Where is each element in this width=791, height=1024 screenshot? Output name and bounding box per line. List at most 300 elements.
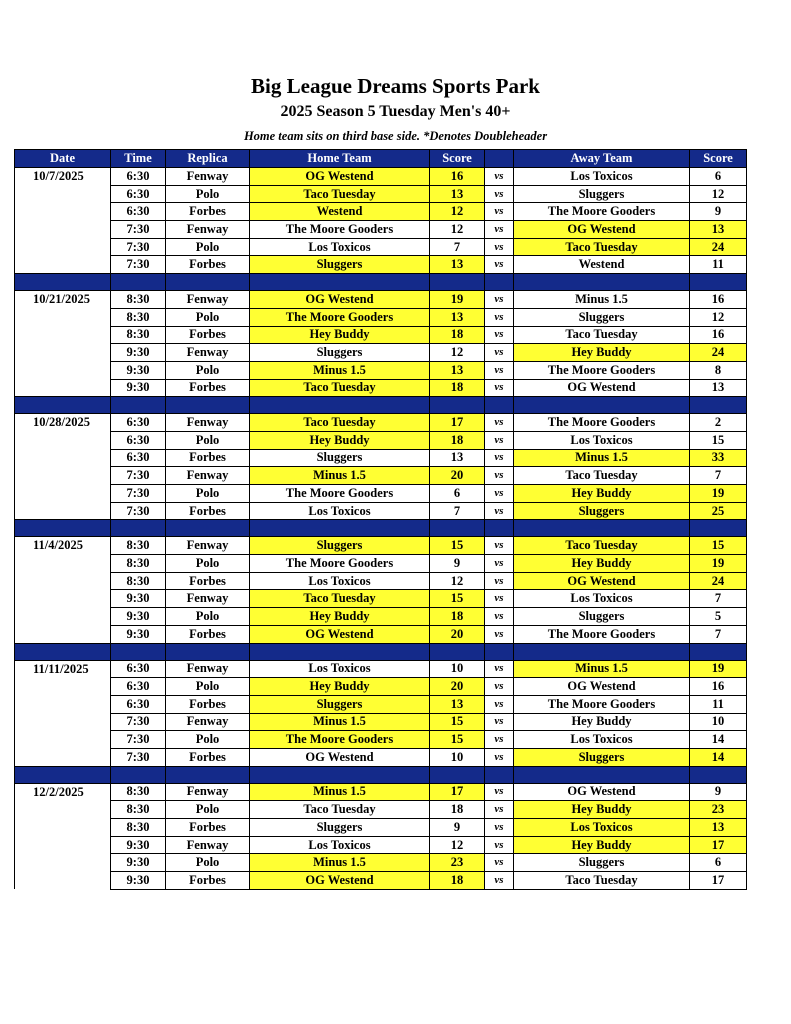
away-team: OG Westend — [514, 783, 690, 801]
game-replica-field: Fenway — [166, 836, 250, 854]
home-team: The Moore Gooders — [250, 221, 430, 239]
home-score: 17 — [430, 783, 485, 801]
game-date: 10/28/2025 — [15, 414, 111, 432]
game-replica-field: Forbes — [166, 748, 250, 766]
home-score: 15 — [430, 537, 485, 555]
game-replica-field: Fenway — [166, 713, 250, 731]
away-score: 8 — [690, 361, 747, 379]
home-team: Los Toxicos — [250, 572, 430, 590]
game-date — [15, 361, 111, 379]
home-team: The Moore Gooders — [250, 731, 430, 749]
away-score: 14 — [690, 731, 747, 749]
vs-label: vs — [485, 590, 514, 608]
home-score: 13 — [430, 256, 485, 274]
game-date — [15, 185, 111, 203]
col-header-replica: Replica — [166, 150, 250, 168]
game-time: 6:30 — [111, 431, 166, 449]
away-score: 6 — [690, 168, 747, 186]
away-team: The Moore Gooders — [514, 414, 690, 432]
vs-label: vs — [485, 555, 514, 573]
game-replica-field: Fenway — [166, 344, 250, 362]
vs-label: vs — [485, 379, 514, 397]
game-row — [15, 695, 747, 713]
away-team: Hey Buddy — [514, 344, 690, 362]
home-score: 15 — [430, 590, 485, 608]
schedule-note: Home team sits on third base side. *Denotes Doubleheader — [243, 129, 548, 143]
separator-cell — [15, 397, 111, 414]
home-score: 15 — [430, 731, 485, 749]
game-row — [15, 713, 747, 731]
game-row — [15, 379, 747, 397]
separator-cell — [690, 643, 747, 660]
game-row — [15, 678, 747, 696]
away-score: 5 — [690, 608, 747, 626]
away-score: 16 — [690, 291, 747, 309]
game-replica-field: Polo — [166, 185, 250, 203]
separator-cell — [166, 274, 250, 291]
game-replica-field: Polo — [166, 801, 250, 819]
away-team: Hey Buddy — [514, 555, 690, 573]
game-time: 9:30 — [111, 361, 166, 379]
game-row — [15, 344, 747, 362]
away-score: 15 — [690, 431, 747, 449]
away-score: 11 — [690, 256, 747, 274]
separator-cell — [250, 274, 430, 291]
game-row — [15, 731, 747, 749]
away-team: The Moore Gooders — [514, 625, 690, 643]
home-score: 6 — [430, 485, 485, 503]
away-team: Sluggers — [514, 308, 690, 326]
home-team: Westend — [250, 203, 430, 221]
home-score: 9 — [430, 819, 485, 837]
separator-cell — [690, 520, 747, 537]
home-score: 12 — [430, 203, 485, 221]
col-header-away-score: Score — [690, 150, 747, 168]
home-score: 9 — [430, 555, 485, 573]
home-team: Minus 1.5 — [250, 361, 430, 379]
vs-label: vs — [485, 854, 514, 872]
game-time: 9:30 — [111, 836, 166, 854]
vs-label: vs — [485, 872, 514, 890]
home-score: 13 — [430, 185, 485, 203]
vs-label: vs — [485, 203, 514, 221]
game-date — [15, 819, 111, 837]
vs-label: vs — [485, 660, 514, 678]
game-time: 8:30 — [111, 537, 166, 555]
vs-label: vs — [485, 502, 514, 520]
game-date — [15, 590, 111, 608]
game-replica-field: Forbes — [166, 449, 250, 467]
game-replica-field: Fenway — [166, 467, 250, 485]
away-team: Los Toxicos — [514, 731, 690, 749]
away-team: Los Toxicos — [514, 168, 690, 186]
col-header-home-team: Home Team — [250, 150, 430, 168]
vs-label: vs — [485, 801, 514, 819]
home-score: 13 — [430, 695, 485, 713]
home-score: 10 — [430, 748, 485, 766]
home-team: Taco Tuesday — [250, 414, 430, 432]
table-header-row — [15, 150, 747, 168]
separator-cell — [690, 397, 747, 414]
game-date — [15, 238, 111, 256]
game-time: 9:30 — [111, 379, 166, 397]
vs-label: vs — [485, 449, 514, 467]
game-date — [15, 572, 111, 590]
game-row — [15, 590, 747, 608]
game-date — [15, 748, 111, 766]
away-score: 12 — [690, 308, 747, 326]
game-date: 10/21/2025 — [15, 291, 111, 309]
vs-label: vs — [485, 695, 514, 713]
game-row — [15, 748, 747, 766]
game-row — [15, 819, 747, 837]
game-replica-field: Polo — [166, 854, 250, 872]
col-header-vs — [485, 150, 514, 168]
away-team: OG Westend — [514, 572, 690, 590]
home-score: 7 — [430, 238, 485, 256]
home-team: Sluggers — [250, 344, 430, 362]
game-time: 9:30 — [111, 590, 166, 608]
col-header-home-score: Score — [430, 150, 485, 168]
home-score: 12 — [430, 836, 485, 854]
home-team: Los Toxicos — [250, 238, 430, 256]
away-team: Sluggers — [514, 185, 690, 203]
game-date: 10/7/2025 — [15, 168, 111, 186]
vs-label: vs — [485, 537, 514, 555]
home-team: Taco Tuesday — [250, 379, 430, 397]
home-score: 20 — [430, 678, 485, 696]
game-row — [15, 608, 747, 626]
home-score: 12 — [430, 344, 485, 362]
game-date — [15, 308, 111, 326]
game-time: 7:30 — [111, 502, 166, 520]
game-replica-field: Polo — [166, 731, 250, 749]
game-row — [15, 467, 747, 485]
away-score: 12 — [690, 185, 747, 203]
game-replica-field: Fenway — [166, 168, 250, 186]
vs-label: vs — [485, 361, 514, 379]
game-time: 9:30 — [111, 872, 166, 890]
away-team: Los Toxicos — [514, 590, 690, 608]
game-time: 8:30 — [111, 291, 166, 309]
home-team: Hey Buddy — [250, 608, 430, 626]
home-score: 18 — [430, 608, 485, 626]
vs-label: vs — [485, 326, 514, 344]
home-team: Sluggers — [250, 695, 430, 713]
away-team: Westend — [514, 256, 690, 274]
away-score: 13 — [690, 221, 747, 239]
game-replica-field: Forbes — [166, 819, 250, 837]
game-replica-field: Fenway — [166, 783, 250, 801]
away-score: 14 — [690, 748, 747, 766]
away-score: 7 — [690, 467, 747, 485]
game-row — [15, 537, 747, 555]
away-team: Hey Buddy — [514, 836, 690, 854]
vs-label: vs — [485, 467, 514, 485]
away-score: 19 — [690, 555, 747, 573]
away-team: The Moore Gooders — [514, 361, 690, 379]
separator-cell — [111, 766, 166, 783]
away-team: The Moore Gooders — [514, 203, 690, 221]
game-date — [15, 256, 111, 274]
separator-cell — [430, 766, 485, 783]
separator-cell — [690, 274, 747, 291]
away-score: 24 — [690, 344, 747, 362]
away-score: 6 — [690, 854, 747, 872]
col-header-away-team: Away Team — [514, 150, 690, 168]
home-score: 15 — [430, 713, 485, 731]
home-score: 18 — [430, 872, 485, 890]
home-score: 13 — [430, 449, 485, 467]
game-row — [15, 485, 747, 503]
separator-cell — [430, 520, 485, 537]
vs-label: vs — [485, 414, 514, 432]
home-score: 19 — [430, 291, 485, 309]
page-title: Big League Dreams Sports Park — [251, 74, 540, 98]
home-team: The Moore Gooders — [250, 555, 430, 573]
game-row — [15, 361, 747, 379]
separator-cell — [485, 643, 514, 660]
separator-cell — [111, 397, 166, 414]
vs-label: vs — [485, 485, 514, 503]
game-row — [15, 221, 747, 239]
vs-label: vs — [485, 256, 514, 274]
separator-cell — [111, 520, 166, 537]
game-row — [15, 291, 747, 309]
home-score: 18 — [430, 326, 485, 344]
home-score: 10 — [430, 660, 485, 678]
game-time: 6:30 — [111, 660, 166, 678]
game-replica-field: Polo — [166, 308, 250, 326]
home-score: 13 — [430, 361, 485, 379]
away-team: Sluggers — [514, 608, 690, 626]
game-replica-field: Forbes — [166, 379, 250, 397]
separator-cell — [15, 643, 111, 660]
away-team: Minus 1.5 — [514, 660, 690, 678]
vs-label: vs — [485, 344, 514, 362]
game-date — [15, 485, 111, 503]
separator-cell — [514, 520, 690, 537]
away-team: Hey Buddy — [514, 485, 690, 503]
game-date — [15, 678, 111, 696]
game-replica-field: Fenway — [166, 537, 250, 555]
game-date — [15, 326, 111, 344]
away-team: Sluggers — [514, 854, 690, 872]
schedule-table — [14, 149, 747, 890]
vs-label: vs — [485, 238, 514, 256]
game-time: 7:30 — [111, 485, 166, 503]
away-team: Los Toxicos — [514, 431, 690, 449]
separator-cell — [15, 274, 111, 291]
game-time: 7:30 — [111, 748, 166, 766]
game-row — [15, 872, 747, 890]
game-replica-field: Forbes — [166, 695, 250, 713]
home-team: Sluggers — [250, 819, 430, 837]
game-row — [15, 238, 747, 256]
game-replica-field: Polo — [166, 431, 250, 449]
home-score: 16 — [430, 168, 485, 186]
away-score: 11 — [690, 695, 747, 713]
home-score: 12 — [430, 572, 485, 590]
home-score: 23 — [430, 854, 485, 872]
vs-label: vs — [485, 678, 514, 696]
home-score: 7 — [430, 502, 485, 520]
away-score: 24 — [690, 238, 747, 256]
away-team: OG Westend — [514, 221, 690, 239]
separator-cell — [250, 397, 430, 414]
game-time: 6:30 — [111, 678, 166, 696]
game-replica-field: Forbes — [166, 625, 250, 643]
away-score: 7 — [690, 625, 747, 643]
game-row — [15, 572, 747, 590]
game-date — [15, 625, 111, 643]
home-score: 17 — [430, 414, 485, 432]
game-replica-field: Fenway — [166, 414, 250, 432]
away-score: 19 — [690, 485, 747, 503]
away-score: 17 — [690, 836, 747, 854]
vs-label: vs — [485, 308, 514, 326]
home-score: 13 — [430, 308, 485, 326]
separator-cell — [485, 766, 514, 783]
separator-cell — [166, 397, 250, 414]
game-time: 8:30 — [111, 783, 166, 801]
game-date — [15, 379, 111, 397]
home-team: OG Westend — [250, 291, 430, 309]
separator-cell — [166, 520, 250, 537]
separator-cell — [430, 397, 485, 414]
game-time: 9:30 — [111, 344, 166, 362]
vs-label: vs — [485, 221, 514, 239]
game-replica-field: Forbes — [166, 256, 250, 274]
separator-cell — [514, 643, 690, 660]
home-team: Los Toxicos — [250, 502, 430, 520]
game-replica-field: Fenway — [166, 660, 250, 678]
game-replica-field: Forbes — [166, 326, 250, 344]
game-date: 11/11/2025 — [15, 660, 111, 678]
vs-label: vs — [485, 291, 514, 309]
game-row — [15, 185, 747, 203]
separator-cell — [15, 766, 111, 783]
vs-label: vs — [485, 431, 514, 449]
col-header-time: Time — [111, 150, 166, 168]
home-team: Taco Tuesday — [250, 590, 430, 608]
away-team: Minus 1.5 — [514, 449, 690, 467]
game-time: 8:30 — [111, 555, 166, 573]
game-date — [15, 608, 111, 626]
game-replica-field: Polo — [166, 608, 250, 626]
game-date — [15, 203, 111, 221]
home-team: Minus 1.5 — [250, 467, 430, 485]
separator-cell — [250, 520, 430, 537]
separator-cell — [111, 643, 166, 660]
game-replica-field: Forbes — [166, 203, 250, 221]
away-team: Taco Tuesday — [514, 537, 690, 555]
game-replica-field: Polo — [166, 555, 250, 573]
page-subtitle: 2025 Season 5 Tuesday Men's 40+ — [280, 103, 511, 120]
vs-label: vs — [485, 748, 514, 766]
away-team: Taco Tuesday — [514, 238, 690, 256]
away-team: Sluggers — [514, 748, 690, 766]
game-date — [15, 221, 111, 239]
home-team: OG Westend — [250, 748, 430, 766]
away-team: Hey Buddy — [514, 801, 690, 819]
game-time: 7:30 — [111, 467, 166, 485]
game-time: 8:30 — [111, 801, 166, 819]
vs-label: vs — [485, 819, 514, 837]
vs-label: vs — [485, 783, 514, 801]
game-date — [15, 713, 111, 731]
separator-cell — [690, 766, 747, 783]
home-team: Taco Tuesday — [250, 185, 430, 203]
game-row — [15, 555, 747, 573]
separator-cell — [485, 274, 514, 291]
home-score: 12 — [430, 221, 485, 239]
away-score: 25 — [690, 502, 747, 520]
game-row — [15, 431, 747, 449]
game-time: 9:30 — [111, 854, 166, 872]
game-date — [15, 854, 111, 872]
away-score: 15 — [690, 537, 747, 555]
game-replica-field: Forbes — [166, 872, 250, 890]
away-score: 9 — [690, 203, 747, 221]
game-row — [15, 854, 747, 872]
separator-cell — [250, 643, 430, 660]
away-score: 24 — [690, 572, 747, 590]
home-team: OG Westend — [250, 168, 430, 186]
week-separator — [15, 766, 747, 783]
vs-label: vs — [485, 185, 514, 203]
game-row — [15, 660, 747, 678]
home-score: 20 — [430, 625, 485, 643]
away-team: OG Westend — [514, 379, 690, 397]
game-row — [15, 168, 747, 186]
separator-cell — [430, 643, 485, 660]
week-separator — [15, 520, 747, 537]
game-row — [15, 502, 747, 520]
game-date — [15, 555, 111, 573]
away-score: 10 — [690, 713, 747, 731]
game-time: 7:30 — [111, 238, 166, 256]
game-time: 9:30 — [111, 608, 166, 626]
away-score: 2 — [690, 414, 747, 432]
separator-cell — [250, 766, 430, 783]
home-team: Los Toxicos — [250, 836, 430, 854]
game-replica-field: Forbes — [166, 572, 250, 590]
game-replica-field: Polo — [166, 361, 250, 379]
game-time: 7:30 — [111, 221, 166, 239]
home-team: Minus 1.5 — [250, 713, 430, 731]
separator-cell — [166, 643, 250, 660]
away-team: Taco Tuesday — [514, 467, 690, 485]
separator-cell — [166, 766, 250, 783]
away-score: 16 — [690, 678, 747, 696]
away-score: 9 — [690, 783, 747, 801]
game-time: 8:30 — [111, 819, 166, 837]
game-time: 8:30 — [111, 308, 166, 326]
separator-cell — [514, 397, 690, 414]
home-team: Minus 1.5 — [250, 783, 430, 801]
game-date — [15, 872, 111, 890]
away-team: The Moore Gooders — [514, 695, 690, 713]
home-team: Sluggers — [250, 537, 430, 555]
game-row — [15, 203, 747, 221]
home-team: OG Westend — [250, 872, 430, 890]
game-date — [15, 467, 111, 485]
game-row — [15, 414, 747, 432]
vs-label: vs — [485, 713, 514, 731]
game-time: 9:30 — [111, 625, 166, 643]
away-team: Taco Tuesday — [514, 872, 690, 890]
